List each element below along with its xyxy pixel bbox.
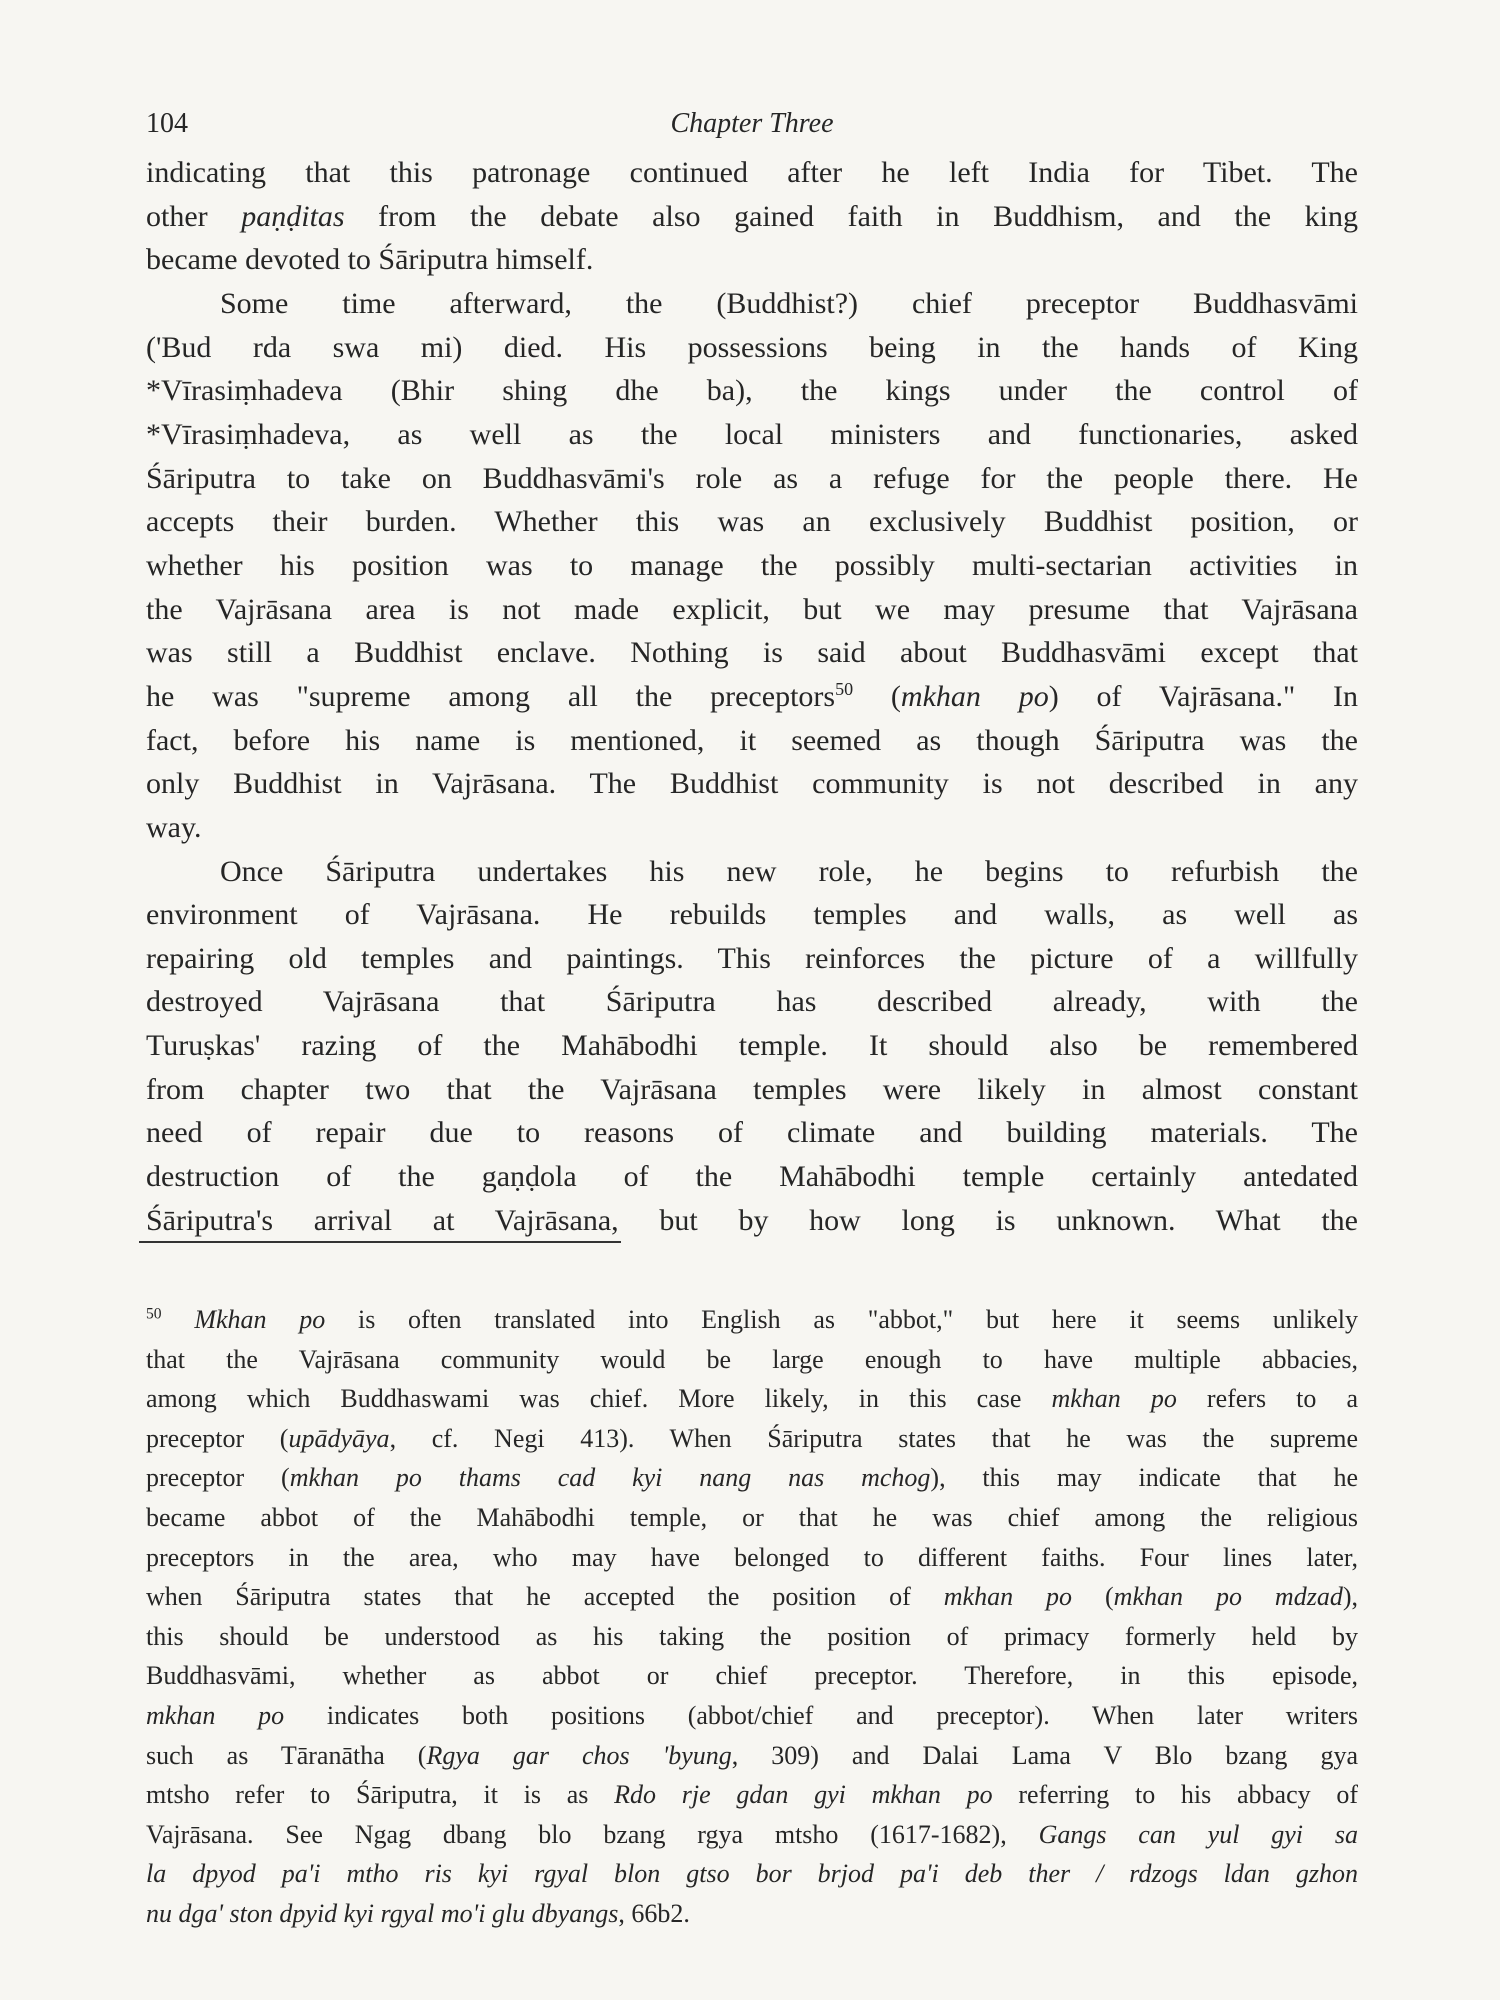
- text-run: became abbot of the Mahābodhi temple, or that he was chief among the religious: [146, 1502, 1358, 1532]
- italic-term: la dpyod pa'i mtho ris kyi rgyal blon gtso bor brjod pa'i deb ther / rdzogs ldan gzhon: [146, 1859, 1358, 1889]
- text-run: way.: [146, 810, 202, 844]
- text-run: was still a Buddhist enclave. Nothing is said about Buddhasvāmi except that: [146, 636, 1358, 670]
- text-run: from the debate also gained faith in Buddhism, and the king: [344, 199, 1358, 233]
- chapter-title: Chapter Three: [670, 108, 834, 139]
- footnote-line: [146, 1498, 1358, 1538]
- body-line: [146, 1068, 1358, 1112]
- text-run: fact, before his name is mentioned, it seemed as though Śāriputra was the: [146, 723, 1358, 757]
- italic-term: paṇḍitas: [241, 199, 345, 233]
- body-line: [146, 937, 1358, 981]
- footnote-divider: [139, 1241, 621, 1243]
- text-run: accepts their burden. Whether this was an exclusively Buddhist position, or: [146, 505, 1358, 539]
- body-line: [146, 588, 1358, 632]
- body-line: [146, 1111, 1358, 1155]
- text-run: Buddhasvāmi, whether as abbot or chief preceptor. Therefore, in this episode,: [146, 1661, 1358, 1691]
- text-run: Turuṣkas' razing of the Mahābodhi temple. It should also be remembered: [146, 1029, 1358, 1063]
- text-run: Śāriputra's arrival at Vajrāsana, but by how long is unknown. What the: [146, 1203, 1358, 1237]
- italic-term: Mkhan po: [194, 1305, 326, 1334]
- text-run: Some time afterward, the (Buddhist?) chief preceptor Buddhasvāmi: [220, 286, 1358, 320]
- body-line: [146, 326, 1358, 370]
- text-run: preceptors in the area, who may have belonged to different faiths. Four lines later,: [146, 1542, 1358, 1572]
- text-run: destruction of the gaṇḍola of the Mahābodhi temple certainly antedated: [146, 1160, 1358, 1194]
- text-run: when Śāriputra states that he accepted the position of: [146, 1582, 944, 1612]
- body-line: [146, 1024, 1358, 1068]
- body-line: [146, 980, 1358, 1024]
- footnote-line: [146, 1617, 1358, 1657]
- body-line: [146, 1155, 1358, 1199]
- text-run: this should be understood as his taking the position of primacy formerly held by: [146, 1621, 1358, 1651]
- text-run: ) of Vajrāsana." In: [1048, 679, 1358, 713]
- italic-term: Rgya gar chos 'byung: [426, 1740, 732, 1770]
- text-run: ('Bud rda swa mi) died. His possessions being in the hands of King: [146, 330, 1358, 364]
- footnote-line: [146, 1775, 1358, 1815]
- text-run: ),: [1342, 1582, 1358, 1612]
- footnote-line: [146, 1696, 1358, 1736]
- italic-term: nu dga' ston dpyid kyi rgyal mo'i glu dbyangs: [146, 1898, 619, 1928]
- body-line: [146, 850, 1358, 894]
- text-run: the Vajrāsana area is not made explicit, but we may presume that Vajrāsana: [146, 592, 1358, 626]
- italic-term: mkhan po: [1051, 1384, 1177, 1414]
- footnote-line: [146, 1815, 1358, 1855]
- text-run: , 66b2.: [618, 1898, 690, 1928]
- text-run: Vajrāsana. See Ngag dbang blo bzang rgya mtsho (1617-1682),: [146, 1819, 1039, 1849]
- body-line: [146, 675, 1358, 719]
- text-run: , cf. Negi 413). When Śāriputra states that he was the supreme: [389, 1423, 1358, 1453]
- italic-term: mkhan po: [146, 1700, 285, 1730]
- text-run: refers to a: [1176, 1384, 1358, 1414]
- body-line: [146, 195, 1358, 239]
- text-run: other: [146, 199, 242, 233]
- footnote-line: [146, 1656, 1358, 1696]
- italic-term: mkhan po mdzad: [1113, 1582, 1343, 1612]
- body-line: [146, 544, 1358, 588]
- text-run: mtsho refer to Śāriputra, it is as: [146, 1780, 615, 1810]
- footnote-line: [146, 1894, 1358, 1934]
- body-line: [146, 762, 1358, 806]
- footnote-marker: 50: [835, 679, 854, 700]
- body-line: [146, 413, 1358, 457]
- text-run: became devoted to Śāriputra himself.: [146, 243, 594, 277]
- footnote-line: [146, 1577, 1358, 1617]
- text-run: whether his position was to manage the possibly multi-sectarian activities in: [146, 548, 1358, 582]
- footnote-line: [146, 1538, 1358, 1578]
- italic-term: Gangs can yul gyi sa: [1038, 1819, 1358, 1849]
- text-run: among which Buddhaswami was chief. More likely, in this case: [146, 1384, 1052, 1414]
- text-run: that the Vajrāsana community would be large enough to have multiple abbacies,: [146, 1344, 1358, 1374]
- text-run: Once Śāriputra undertakes his new role, he begins to refurbish the: [220, 854, 1358, 888]
- italic-term: Rdo rje gdan gyi mkhan po: [614, 1780, 993, 1810]
- text-run: *Vīrasiṃhadeva, as well as the local ministers and functionaries, asked: [146, 417, 1358, 451]
- italic-term: upādyāya: [288, 1423, 390, 1453]
- text-run: referring to his abbacy of: [992, 1780, 1358, 1810]
- text-run: only Buddhist in Vajrāsana. The Buddhist community is not described in any: [146, 767, 1358, 801]
- text-run: repairing old temples and paintings. This reinforces the picture of a willfully: [146, 941, 1358, 975]
- text-run: indicates both positions (abbot/chief and preceptor). When later writers: [284, 1700, 1358, 1730]
- footnote-line: [146, 1300, 1358, 1340]
- page-number: 104: [146, 108, 188, 139]
- footnote-line: [146, 1736, 1358, 1776]
- footnote-line: [146, 1854, 1358, 1894]
- text-run: indicating that this patronage continued after he left India for Tibet. The: [146, 156, 1358, 189]
- body-line: [146, 806, 1358, 850]
- footnote-line: [146, 1340, 1358, 1380]
- text-run: (: [1072, 1582, 1114, 1612]
- italic-term: mkhan po: [943, 1582, 1073, 1612]
- text-run: ), this may indicate that he: [930, 1463, 1358, 1493]
- body-line: [146, 1199, 1358, 1243]
- text-run: environment of Vajrāsana. He rebuilds temples and walls, as well as: [146, 898, 1358, 932]
- text-run: destroyed Vajrāsana that Śāriputra has described already, with the: [146, 985, 1358, 1019]
- text-run: , 309) and Dalai Lama V Blo bzang gya: [731, 1740, 1358, 1770]
- text-run: (: [853, 679, 901, 713]
- body-line: [146, 151, 1358, 195]
- text-run: [162, 1305, 195, 1334]
- footnote-marker: 50: [146, 1305, 162, 1323]
- text-run: is often translated into English as "abbot," but here it seems unlikely: [325, 1305, 1358, 1334]
- italic-term: mkhan po thams cad kyi nang nas mchog: [289, 1463, 931, 1493]
- text-run: he was "supreme among all the preceptors: [146, 679, 836, 713]
- body-line: [146, 282, 1358, 326]
- body-text: [146, 151, 1358, 1242]
- footnote-50: [146, 1300, 1358, 1934]
- text-run: from chapter two that the Vajrāsana temples were likely in almost constant: [146, 1072, 1358, 1106]
- body-line: [146, 893, 1358, 937]
- text-run: such as Tāranātha (: [146, 1740, 427, 1770]
- body-line: [146, 457, 1358, 501]
- body-line: [146, 500, 1358, 544]
- body-line: [146, 238, 1358, 282]
- text-run: preceptor (: [146, 1463, 290, 1493]
- running-header: [146, 108, 1358, 148]
- text-run: need of repair due to reasons of climate and building materials. The: [146, 1116, 1358, 1150]
- body-line: [146, 719, 1358, 763]
- body-line: [146, 369, 1358, 413]
- italic-term: mkhan po: [900, 679, 1049, 713]
- text-run: preceptor (: [146, 1423, 289, 1453]
- footnote-line: [146, 1419, 1358, 1459]
- text-run: *Vīrasiṃhadeva (Bhir shing dhe ba), the kings under the control of: [146, 374, 1358, 408]
- text-run: Śāriputra to take on Buddhasvāmi's role as a refuge for the people there. He: [146, 461, 1358, 495]
- footnote-line: [146, 1458, 1358, 1498]
- body-line: [146, 631, 1358, 675]
- footnote-line: [146, 1379, 1358, 1419]
